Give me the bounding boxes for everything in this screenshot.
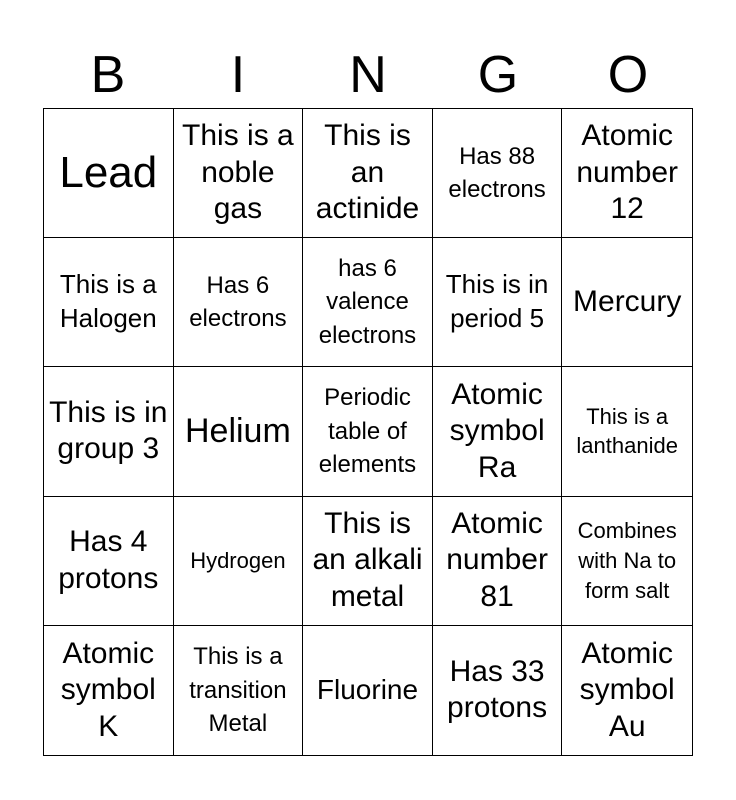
bingo-cell[interactable]: Mercury bbox=[562, 238, 692, 367]
bingo-cell[interactable]: This is in group 3 bbox=[44, 367, 174, 496]
bingo-cell[interactable]: Atomic symbol Ra bbox=[433, 367, 563, 496]
bingo-cell[interactable]: Atomic symbol Au bbox=[579, 636, 675, 743]
header-letter-i: I bbox=[230, 46, 246, 104]
bingo-header bbox=[43, 44, 693, 106]
bingo-cell[interactable]: Has 33 protons bbox=[433, 626, 563, 755]
bingo-cell[interactable]: Has 4 protons bbox=[44, 497, 174, 626]
bingo-cell[interactable]: has 6 valence electrons bbox=[303, 238, 433, 367]
bingo-board bbox=[43, 108, 693, 756]
bingo-cell[interactable]: This is a Halogen bbox=[44, 238, 174, 367]
bingo-cell[interactable]: This is a noble gas bbox=[174, 109, 304, 238]
bingo-cell[interactable]: This is an alkali metal bbox=[303, 497, 433, 626]
bingo-cell[interactable]: Atomic number 12 bbox=[562, 109, 692, 238]
bingo-cell[interactable]: Lead bbox=[44, 109, 174, 238]
bingo-cell[interactable]: Periodic table of elements bbox=[303, 367, 433, 496]
bingo-cell[interactable]: Fluorine bbox=[303, 626, 433, 755]
bingo-cell[interactable]: Helium bbox=[174, 367, 304, 496]
bingo-cell[interactable]: Has 88 electrons bbox=[433, 109, 563, 238]
header-letter-n: N bbox=[349, 46, 387, 104]
header-letter-b: B bbox=[90, 46, 126, 104]
bingo-cell[interactable]: This is a transition Metal bbox=[174, 626, 304, 755]
bingo-cell[interactable]: Hydrogen bbox=[174, 497, 304, 626]
bingo-cell[interactable]: Atomic number 81 bbox=[433, 497, 563, 626]
bingo-cell[interactable]: Has 6 electrons bbox=[174, 238, 304, 367]
bingo-cell[interactable]: This is in period 5 bbox=[433, 238, 563, 367]
bingo-cell[interactable]: This is a lanthanide bbox=[562, 367, 692, 496]
bingo-cell[interactable]: This is an actinide bbox=[303, 109, 433, 238]
bingo-cell[interactable]: Atomic symbol K bbox=[44, 626, 174, 755]
bingo-cell[interactable]: Combines with Na to form salt bbox=[562, 497, 692, 626]
header-letter-o: O bbox=[607, 46, 649, 104]
header-letter-g: G bbox=[477, 46, 519, 104]
